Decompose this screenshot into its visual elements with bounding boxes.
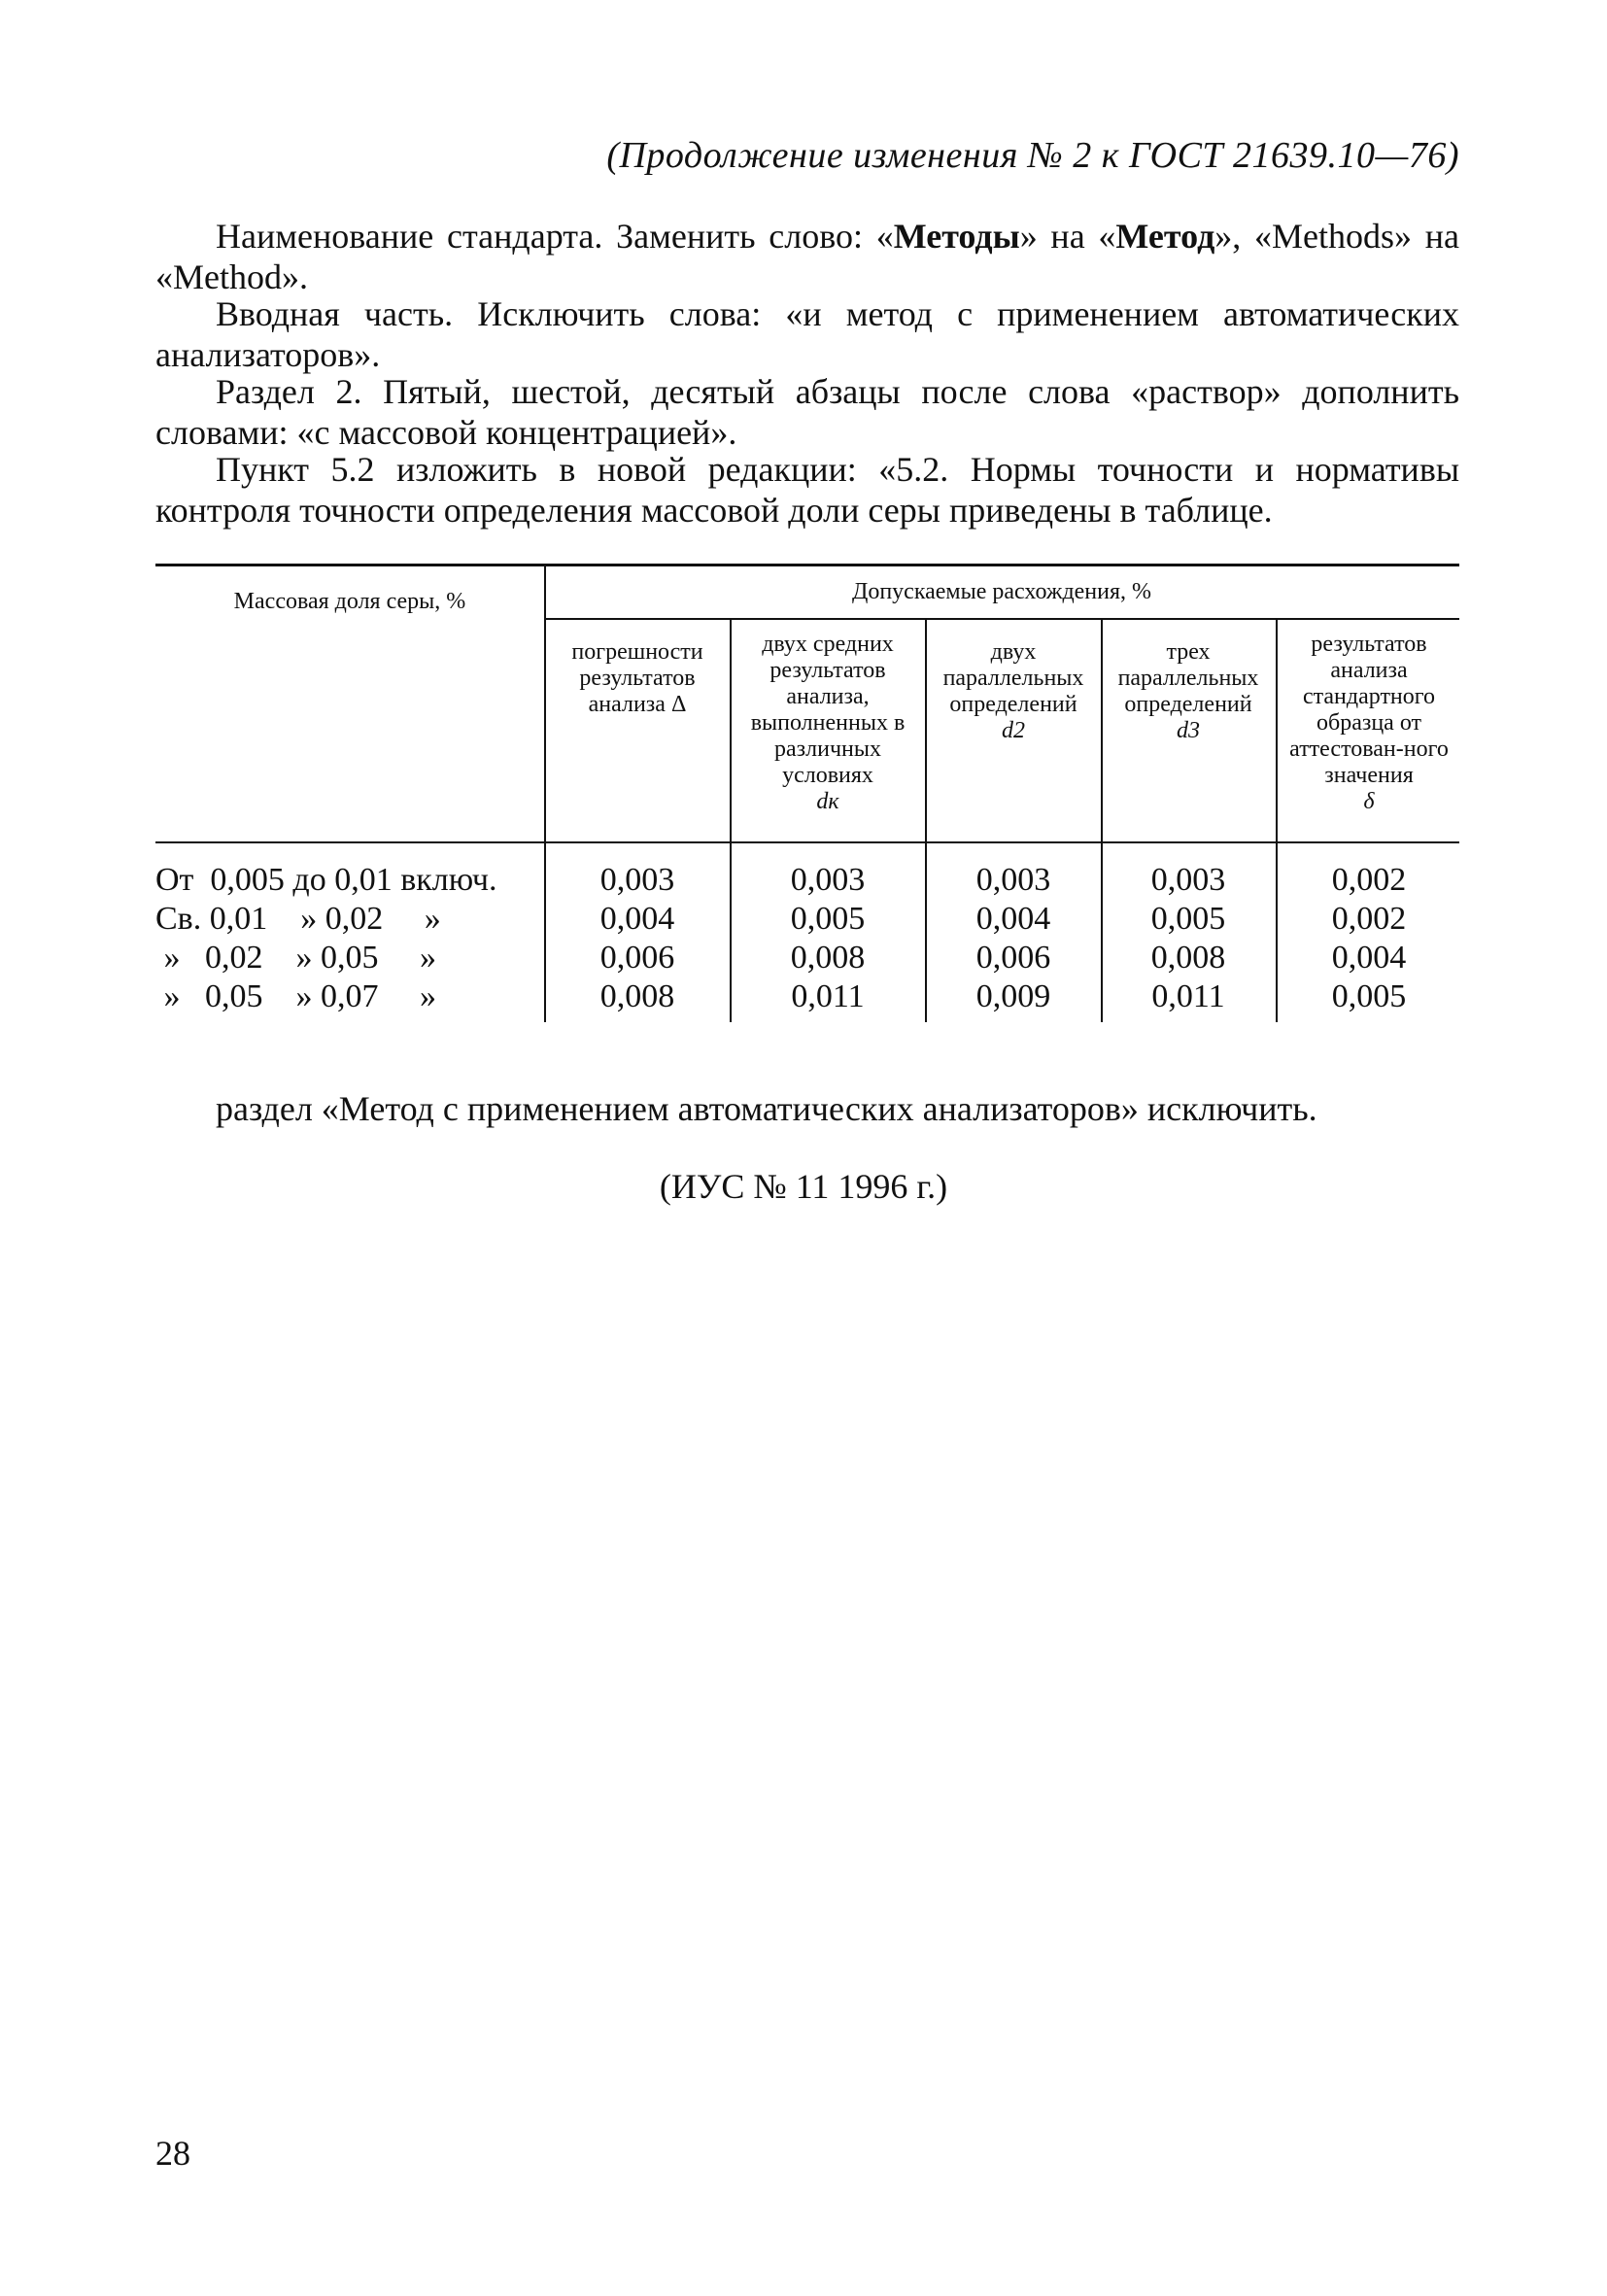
cell-r4-c4: 0,011	[1151, 978, 1225, 1014]
subheader-reference-sample: результатов анализа стандартного образца от аттестован-ного значения δ	[1279, 632, 1459, 815]
p1-text-a: Наименование стандарта. Заменить слово: «	[216, 217, 894, 256]
p1-bold-method: Метод	[1115, 217, 1215, 256]
symbol-dk: dк	[816, 789, 839, 814]
subheader-two-means: двух средних результатов анализа, выполненных в различных условиях dк	[733, 632, 923, 815]
paragraph-standard-name	[155, 216, 1459, 297]
cell-r1-c4: 0,003	[1150, 862, 1226, 898]
cell-r3-c4: 0,008	[1150, 940, 1226, 976]
row-label-3: » 0,02 » 0,05 »	[155, 940, 436, 976]
accuracy-table	[155, 564, 1459, 1020]
cell-r3-c2: 0,008	[790, 940, 866, 976]
cell-r2-c2: 0,005	[790, 901, 866, 937]
page-number: 28	[155, 2134, 190, 2173]
cell-r4-c5: 0,005	[1331, 978, 1407, 1014]
cell-r2-c4: 0,005	[1150, 901, 1226, 937]
group-header-divider	[544, 618, 1459, 620]
cell-r1-c5: 0,002	[1331, 862, 1407, 898]
table-vline-5	[1276, 618, 1278, 1022]
cell-r4-c3: 0,009	[975, 978, 1051, 1014]
paragraph-section-2: Раздел 2. Пятый, шестой, десятый абзацы после слова «раствор» дополнить словами: «с массовой концентрацией».	[155, 372, 1459, 452]
cell-r3-c5: 0,004	[1331, 940, 1407, 976]
subheader-two-parallel: двух параллельных определений d2	[927, 639, 1100, 744]
cell-r1-c2: 0,003	[790, 862, 866, 898]
cell-r4-c2: 0,011	[791, 978, 865, 1014]
cell-r2-c1: 0,004	[599, 901, 675, 937]
group-header-tolerances: Допускаемые расхождения, %	[851, 579, 1152, 604]
cell-r2-c3: 0,004	[975, 901, 1051, 937]
subheader-three-parallel: трех параллельных определений d3	[1103, 639, 1274, 744]
table-top-border	[155, 564, 1459, 566]
cell-r3-c3: 0,006	[975, 940, 1051, 976]
continuation-header: (Продолжение изменения № 2 к ГОСТ 21639.10—76)	[606, 135, 1459, 176]
row-label-4: » 0,05 » 0,07 »	[155, 978, 436, 1014]
cell-r2-c5: 0,002	[1331, 901, 1407, 937]
paragraph-introduction: Вводная часть. Исключить слова: «и метод с применением автоматических анализаторов».	[155, 294, 1459, 374]
p1-text-c: » на «	[1019, 217, 1116, 256]
col-header-sulfur-share: Массовая доля серы, %	[233, 589, 466, 614]
cell-r1-c3: 0,003	[975, 862, 1051, 898]
symbol-delta: δ	[1363, 789, 1375, 814]
row-label-2: Св. 0,01 » 0,02 »	[155, 901, 441, 937]
p1-text-d: », «Methods» на «Method».	[155, 217, 1460, 296]
row-label-1: От 0,005 до 0,01 включ.	[155, 862, 497, 898]
cell-r3-c1: 0,006	[599, 940, 675, 976]
cell-r1-c1: 0,003	[599, 862, 675, 898]
subheader-error: погрешности результатов анализа Δ	[571, 639, 703, 717]
p1-bold-methods: Методы	[893, 217, 1020, 256]
symbol-d3: d3	[1177, 718, 1200, 743]
cell-r4-c1: 0,008	[599, 978, 675, 1014]
ius-reference: (ИУС № 11 1996 г.)	[659, 1167, 948, 1206]
symbol-d2: d2	[1002, 718, 1025, 743]
section-removal-text: раздел «Метод с применением автоматических анализаторов» исключить.	[216, 1089, 1317, 1128]
table-vline-2	[730, 618, 732, 1022]
header-bottom-border	[155, 841, 1459, 843]
paragraph-clause-5-2: Пункт 5.2 изложить в новой редакции: «5.2. Нормы точности и нормативы контроля точности определения массовой доли серы приведены в таблице.	[155, 450, 1459, 530]
